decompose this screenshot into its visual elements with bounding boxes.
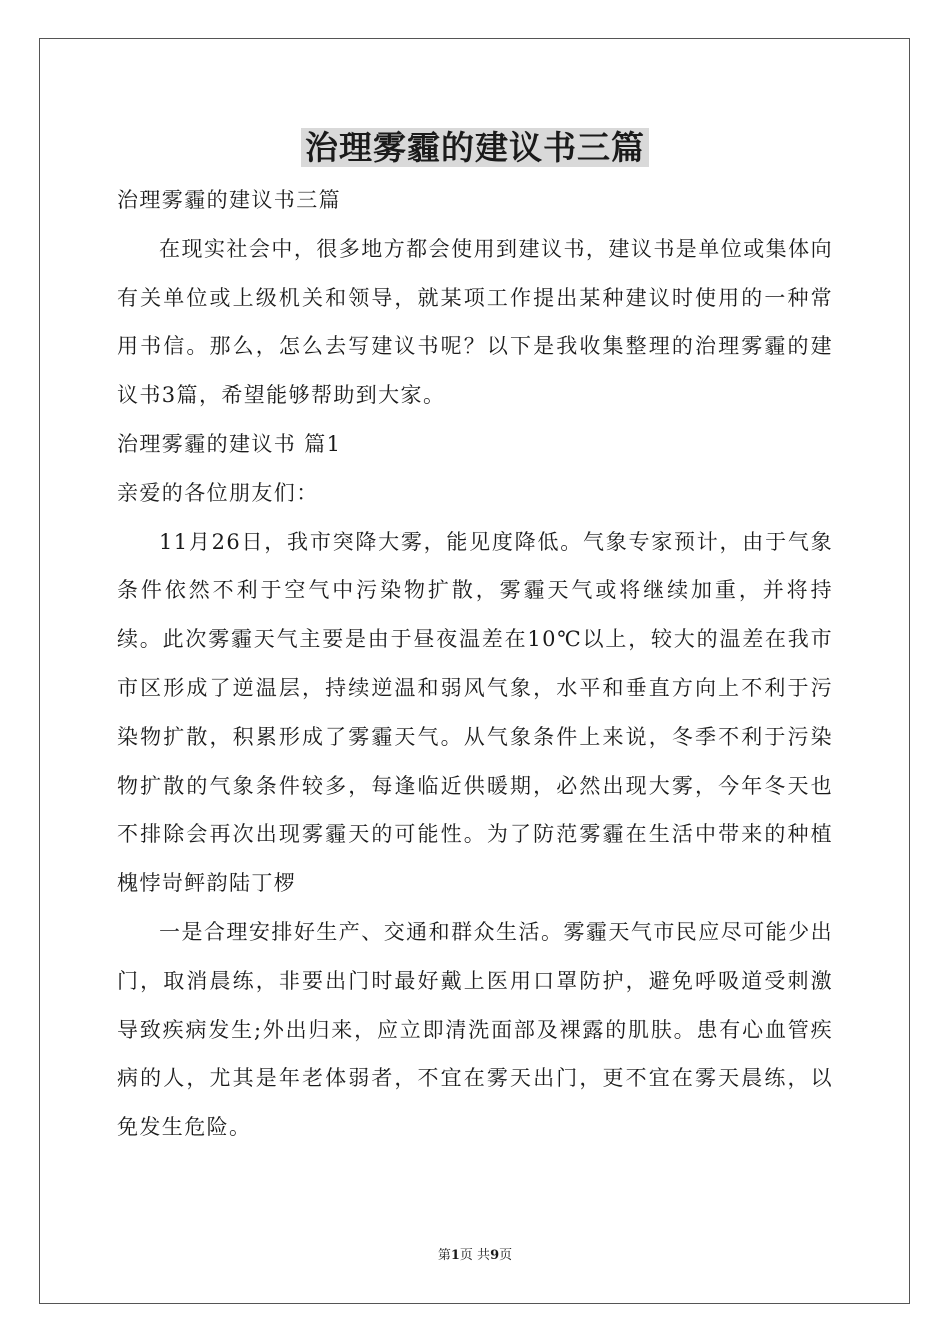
document-body bbox=[117, 176, 833, 1152]
footer-suffix: 页 bbox=[499, 1248, 513, 1263]
salutation: 亲爱的各位朋友们： bbox=[117, 480, 319, 505]
paragraph-body-1: 11月26日，我市突降大雾，能见度降低。气象专家预计，由于气象条件依然不利于空气中污染物扩散，雾霾天气或将继续加重，并将持续。此次雾霾天气主要是由于昼夜温差在10℃以上，较大的温差在我市市区形成了逆温层，持续逆温和弱风气象，水平和垂直方向上不利于污染物扩散，积累形成了雾霾天气。从气象条件上来说，冬季不利于污染物扩散的气象条件较多，每逢临近供暖期，必然出现大雾，今年冬天也不排除会再次出现雾霾天的可能性。为了防范雾霾在生活中带来的种植槐悖岢鲆韵陆丁椤 bbox=[117, 529, 833, 896]
paragraph-body-2: 一是合理安排好生产、交通和群众生活。雾霾天气市民应尽可能少出门，取消晨练，非要出门时最好戴上医用口罩防护，避免呼吸道受刺激导致疾病发生;外出归来，应立即清洗面部及裸露的肌肤。患有心血管疾病的人，尤其是年老体弱者，不宜在雾天出门，更不宜在雾天晨练，以免发生危险。 bbox=[117, 919, 833, 1140]
paragraph-subtitle: 治理雾霾的建议书三篇 bbox=[117, 188, 341, 212]
page-footer bbox=[0, 1246, 950, 1266]
footer-middle: 页 共 bbox=[459, 1248, 491, 1263]
paragraph-intro: 在现实社会中，很多地方都会使用到建议书，建议书是单位或集体向有关单位或上级机关和领导，就某项工作提出某种建议时使用的一种常用书信。那么，怎么去写建议书呢？以下是我收集整理的治理雾霾的建议书3篇，希望能够帮助到大家。 bbox=[117, 236, 833, 408]
section-heading: 治理雾霾的建议书 篇1 bbox=[117, 431, 342, 456]
document-title-text: 治理雾霾的建议书三篇 bbox=[301, 128, 649, 167]
document-title bbox=[0, 124, 950, 172]
footer-total-pages: 9 bbox=[490, 1248, 500, 1263]
footer-prefix: 第 bbox=[437, 1248, 451, 1263]
footer-page-number: 1 bbox=[450, 1248, 460, 1263]
